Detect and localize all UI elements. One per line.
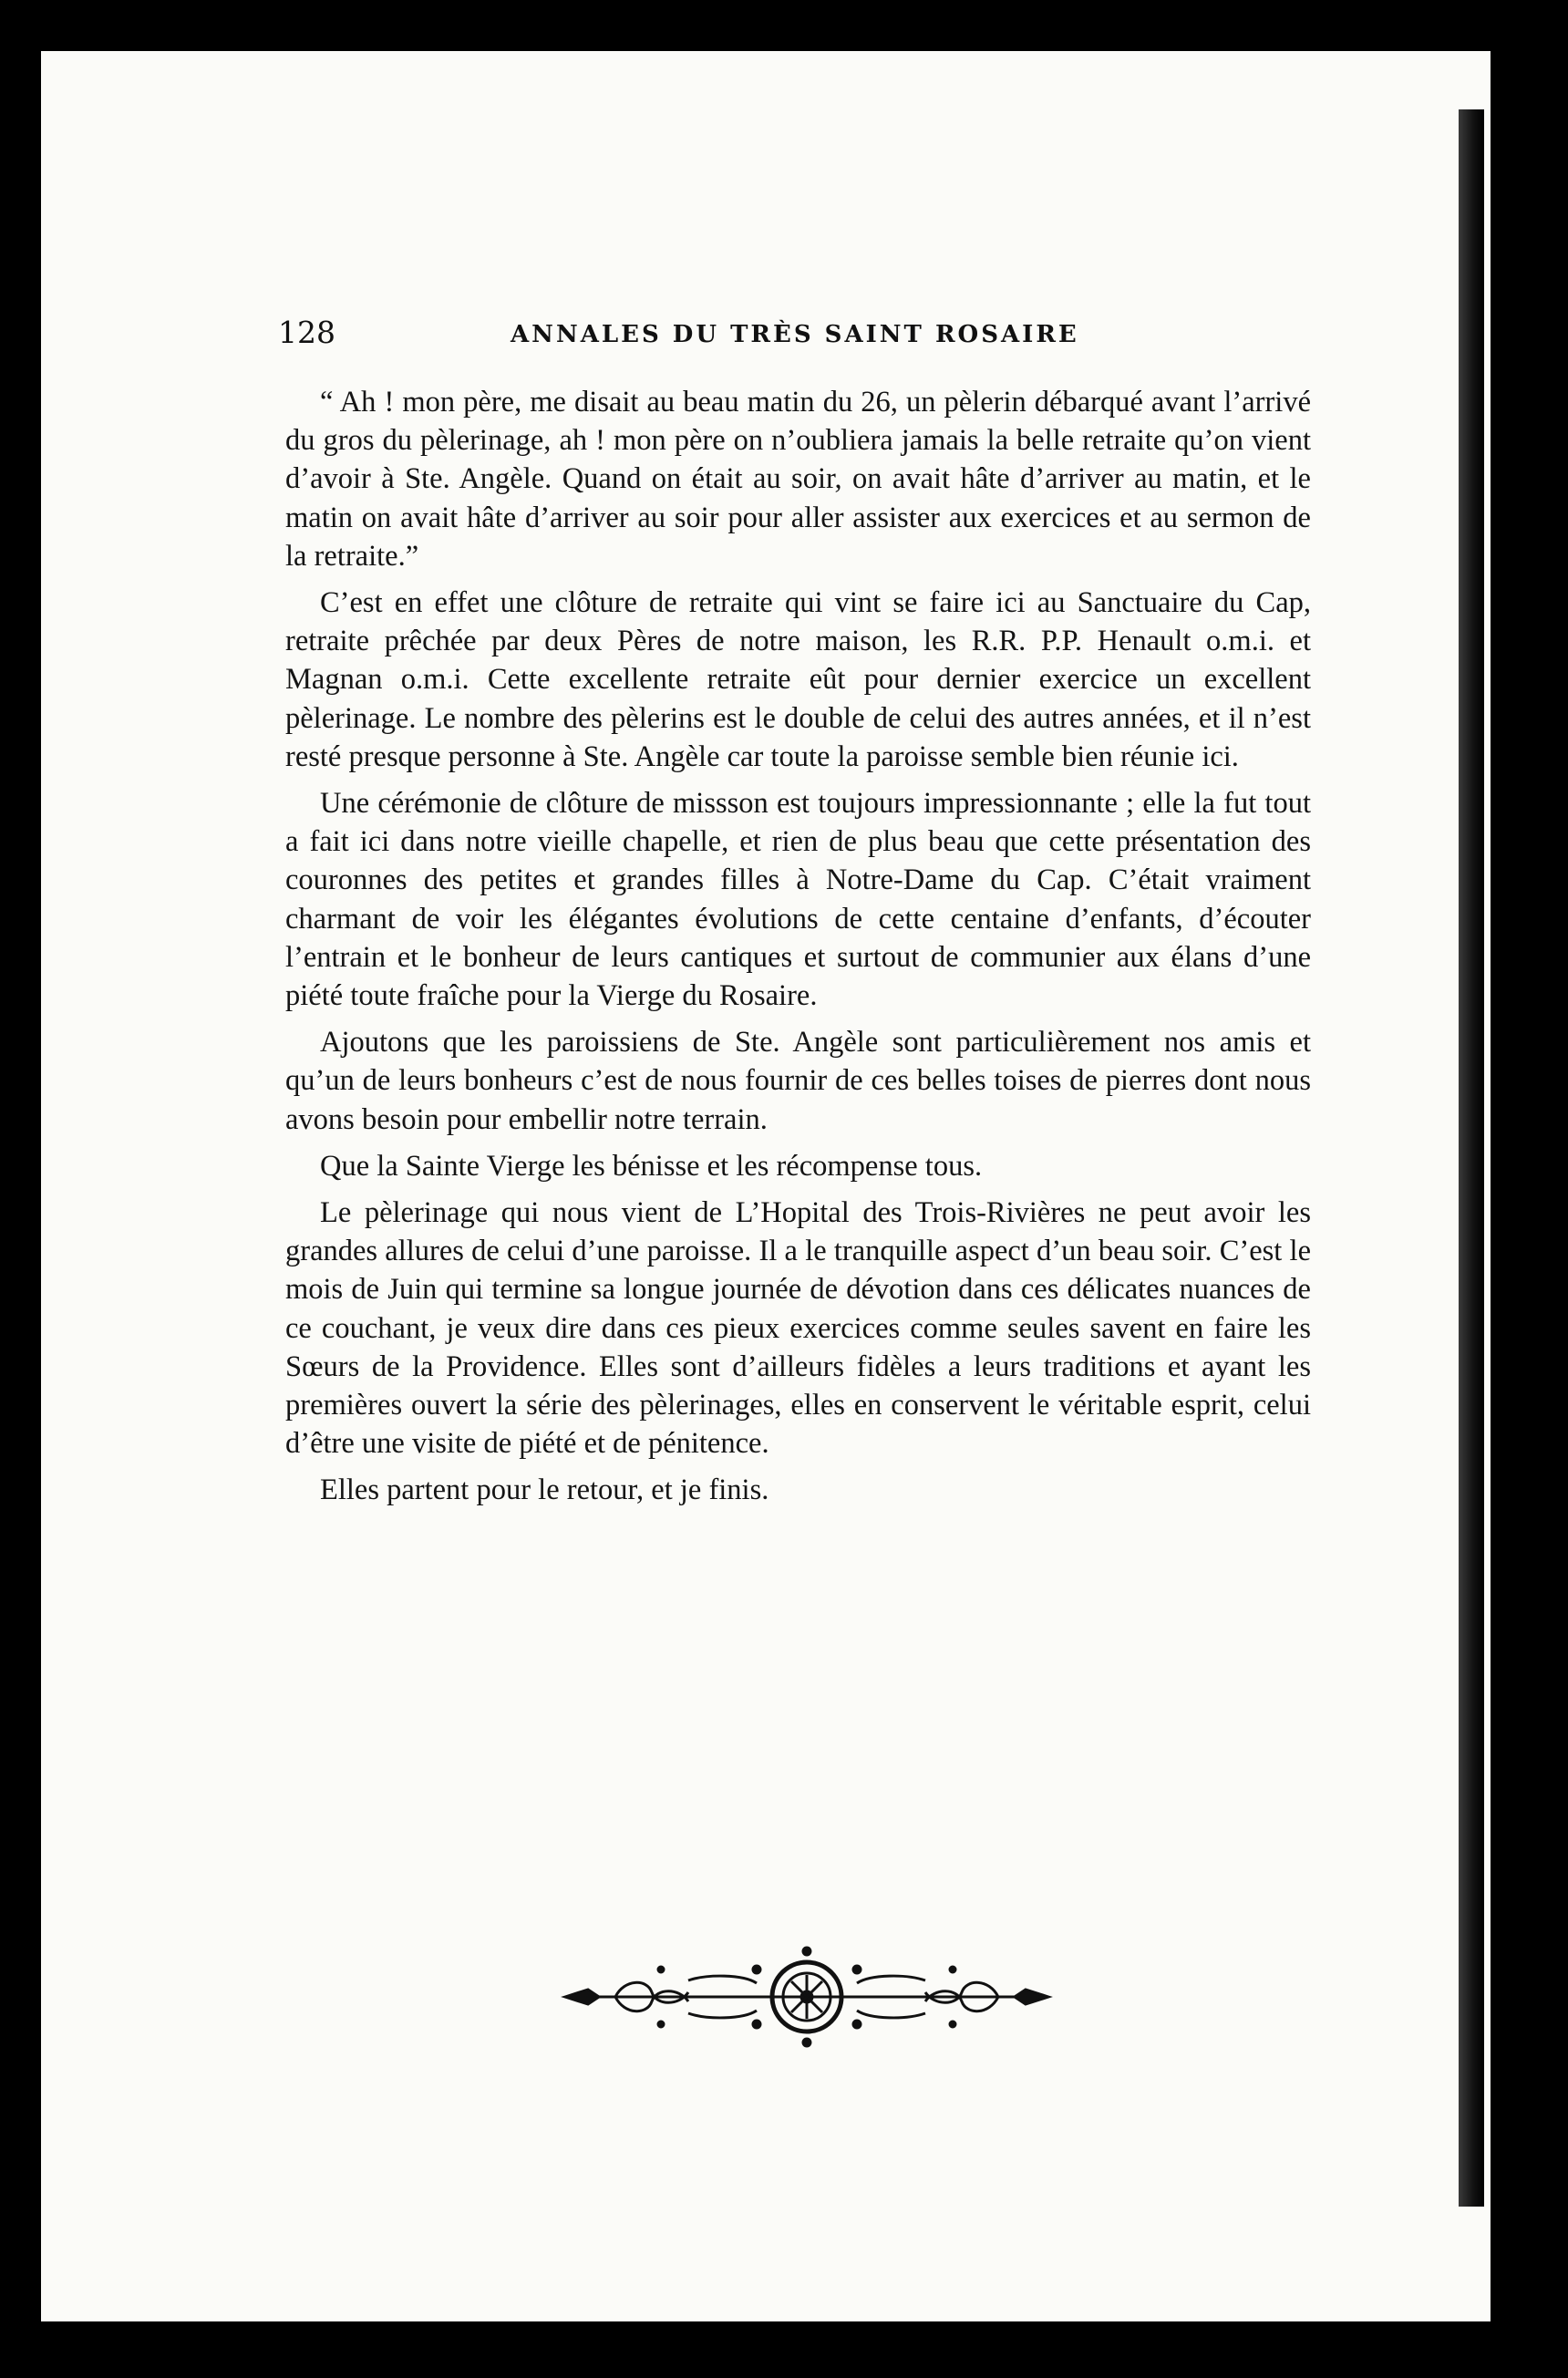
- paragraph: “ Ah ! mon père, me disait au beau matin du 26, un pèlerin débarqué avant l’arrivé du gros du pèlerinage, ah ! mon père on n’oubliera jamais la belle retraite qu’on vient d’avoir à Ste. Angèle. Quand on était au soir, on avait hâte d’arriver au matin, et le matin on avait hâte d’arriver au soir pour aller assister aux exercices et au sermon de la retraite.”: [285, 386, 1311, 573]
- paragraph: C’est en effet une clôture de retraite qui vint se faire ici au Sanctuaire du Cap, retraite prêchée par deux Pères de notre maison, les R.R. P.P. Henault o.m.i. et Magnan o.m.i. Cette excellente retraite eût pour dernier exercice un excellent pèlerinage. Le nombre des pèlerins est le double de celui des autres années, et il n’est resté presque personne à Ste. Angèle car toute la paroisse semble bien réunie ici.: [285, 586, 1311, 773]
- paragraph: Que la Sainte Vierge les bénisse et les récompense tous.: [320, 1149, 983, 1183]
- paragraph: Ajoutons que les paroissiens de Ste. Angèle sont particulièrement nos amis et qu’un de leurs bonheurs c’est de nous fournir de ces belles toises de pierres dont nous avons besoin pour embellir notre terrain.: [285, 1026, 1311, 1136]
- decorative-fleuron-icon: [561, 1942, 1053, 2052]
- paragraph: Elles partent pour le retour, et je finis.: [320, 1473, 769, 1507]
- page-number: 128: [278, 315, 335, 350]
- page-spine-edge: [1459, 109, 1484, 2207]
- paragraph: Le pèlerinage qui nous vient de L’Hopital des Trois-Rivières ne peut avoir les grandes allures de celui d’une paroisse. Il a le tranquille aspect d’un beau soir. C’est le mois de Juin qui termine sa longue journée de dévotion dans ces délicates nuances de ce couchant, je veux dire dans ces pieux exercices comme seules savent en faire les Sœurs de la Providence. Elles sont d’ailleurs fidèles a leurs traditions et ayant les premières ouvert la série des pèlerinages, elles en conservent le véritable esprit, celui d’être une visite de piété et de pénitence.: [285, 1196, 1311, 1461]
- scan-speck: [82, 2348, 88, 2353]
- paragraph: Une cérémonie de clôture de missson est toujours impressionnante ; elle la fut tout a fait ici dans notre vieille chapelle, et rien de plus beau que cette présentation des couronnes des petites et grandes filles à Notre-Dame du Cap. C’était vraiment charmant de voir les élégantes évolutions de cette centaine d’enfants, d’écouter l’entrain et le bonheur de leurs cantiques et surtout de communier aux élans d’une piété toute fraîche pour la Vierge du Rosaire.: [285, 787, 1311, 1013]
- page-header: [278, 315, 1313, 360]
- article-body: [285, 383, 1311, 1518]
- running-title: ANNALES DU TRÈS SAINT ROSAIRE: [511, 321, 1079, 348]
- scan-speck: [16, 1368, 24, 1377]
